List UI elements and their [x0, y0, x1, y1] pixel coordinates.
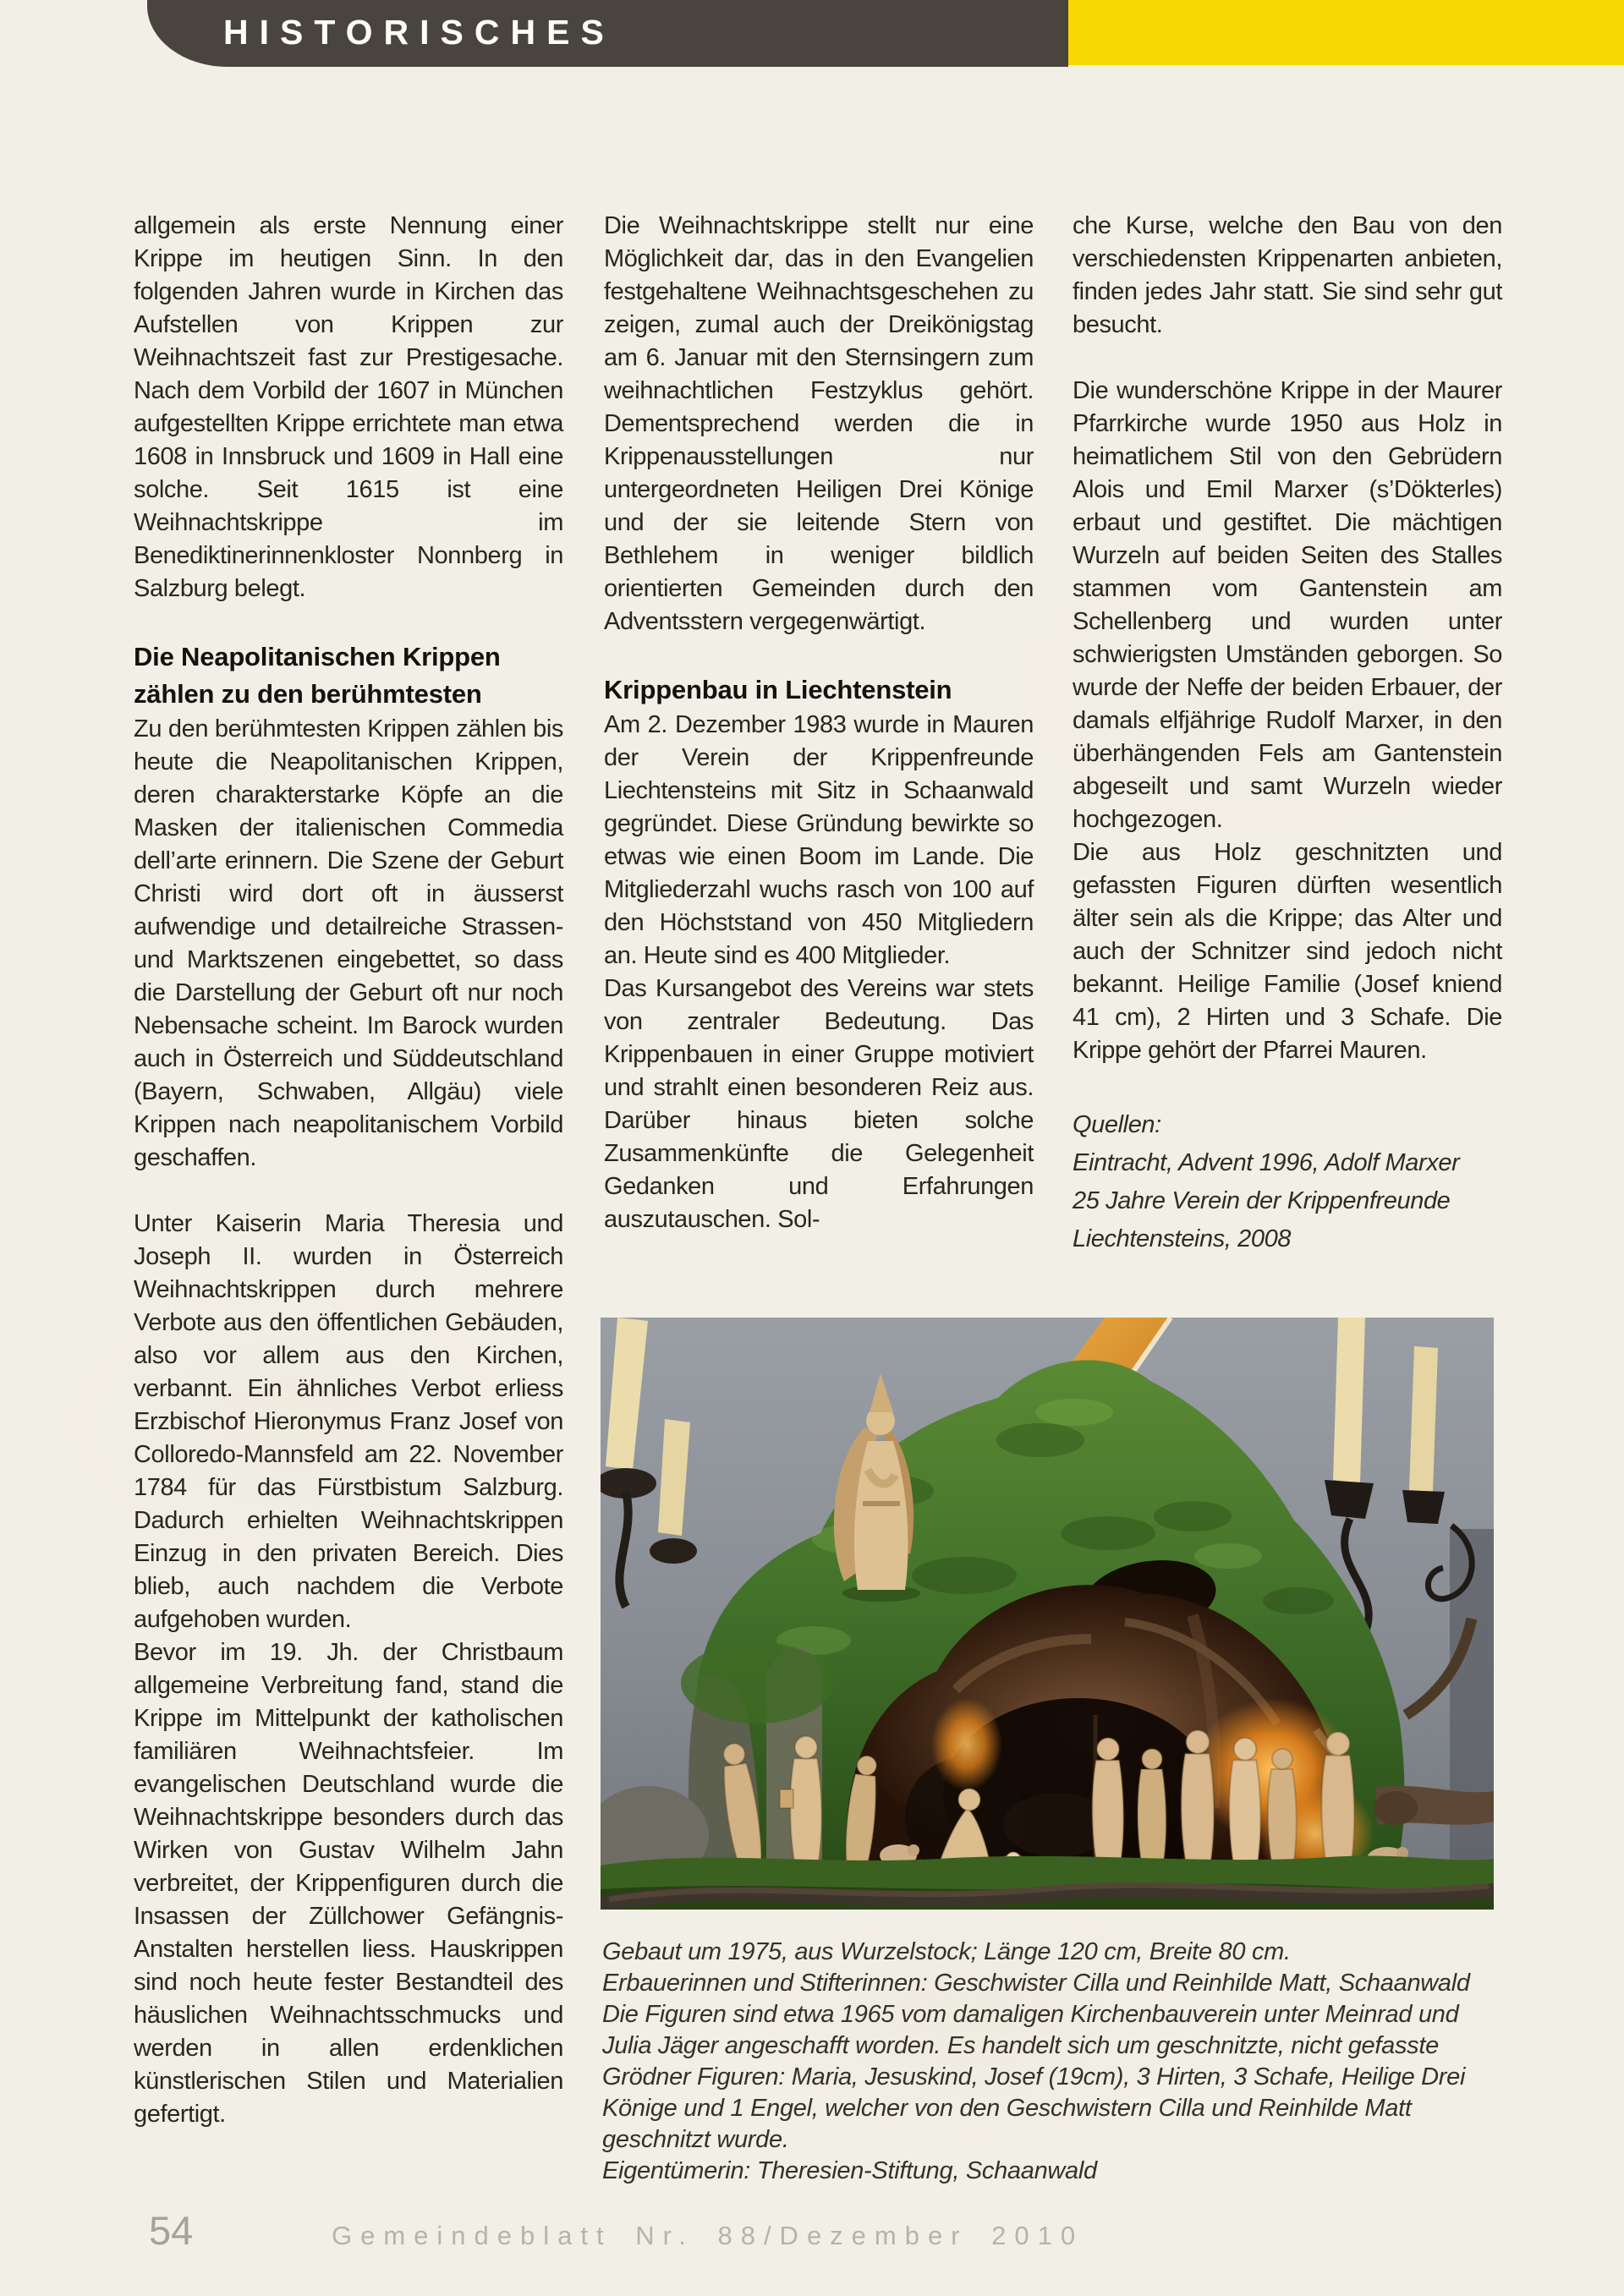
section-title: HISTORISCHES [223, 13, 615, 52]
sources-label: Quellen: [1073, 1111, 1161, 1138]
source-entry: Eintracht, Advent 1996, Adolf Marxer [1073, 1149, 1460, 1176]
lantern [780, 1789, 793, 1808]
paragraph: Unter Kaiserin Maria Theresia und Joseph II. wurden in Österreich Weihnachtskrippen durch mehrere Verbote aus den öffentlichen Gebäuden, also vor allem aus den Kirchen, verbannt. Ein ähnliches Verbot erliess Erzbischof Hieronymus Franz Josef von Colloredo-Mannsfeld am 22. November 1784 für das Fürstbistum Salzburg. Dadurch erhielten Weihnachtskrippen Einzug in den privaten Bereich. Dies blieb, auch nachdem die Verbote aufgehoben wurden. [134, 1210, 563, 1633]
paragraph: Am 2. Dezember 1983 wurde in Mauren der Verein der Krippenfreunde Liechtensteins mit Sitz in Schaanwald gegründet. Diese Gründung bewirkte so etwas wie einen Boom im Lande. Die Mitgliederzahl wuchs rasch von 100 auf den Höchststand von 450 Mitgliedern an. Heute sind es 400 Mitglieder. [604, 711, 1034, 969]
krippe-photo-graphic [601, 1318, 1494, 1910]
section-header-bar [147, 0, 1068, 67]
paragraph: Die aus Holz geschnitzten und gefassten Figuren dürften wesentlich älter sein als die Krippe; das Alter und auch der Schnitzer sind jedoch nicht bekannt. Heilige Familie (Josef kniend 41 cm), 2 Hirten und 3 Schafe. Die Krippe gehört der Pfarrei Mauren. [1073, 839, 1502, 1064]
paragraph: Das Kursangebot des Vereins war stets von zentraler Bedeutung. Das Krippenbauen in einer Gruppe motiviert und strahlt einen besonderen Reiz aus. Darüber hinaus bieten solche Zusammenkünfte die Gelegenheit Gedanken und Erfahrungen auszutauschen. Sol- [604, 975, 1034, 1233]
journal-title: Gemeindeblatt Nr. 88/Dezember 2010 [332, 2221, 1084, 2250]
subheading-krippenbau-liechtenstein [604, 671, 1034, 709]
column-3 [1073, 210, 1502, 1258]
subheading-neapolitanische-krippen [134, 638, 563, 713]
paragraph: Die wunderschöne Krippe in der Maurer Pfarrkirche wurde 1950 aus Holz in heimatlichem Stil von den Gebrüdern Alois und Emil Marxer (s’Dökterles) erbaut und gestiftet. Die mächtigen Wurzeln auf beiden Seiten des Stalles stammen vom Gantenstein am Schellenberg und wurden unter schwierigsten Umständen geborgen. So wurde der Neffe der beiden Erbauer, der damals elfjährige Rudolf Marxer, in den überhängenden Fels am Gantenstein abgeseilt und samt Wurzeln wieder hochgezogen. [1073, 377, 1502, 833]
background-shadow-right [1450, 1529, 1494, 1910]
subheading-line: Krippenbau in Liechtenstein [604, 675, 952, 704]
paragraph: Bevor im 19. Jh. der Christbaum allgemeine Verbreitung fand, stand die Krippe im Mittelpunkt der katholischen familiären Weihnachtsfeier. Im evangelischen Deutschland wurde die Weihnachtskrippe besonders durch das Wirken von Gustav Wilhelm Jahn verbreitet, der Krippenfiguren durch die Insassen der Züllchower Gefängnis-Anstalten herstellen liess. Hauskrippen sind noch heute fester Bestandteil des häuslichen Weihnachtsschmucks und werden in allen erdenklichen künstlerischen Stilen und Materialien gefertigt. [134, 1639, 563, 2128]
subheading-line: Die Neapolitanischen Krippen [134, 642, 501, 671]
column-1 [134, 210, 563, 2131]
mossy-base [601, 1855, 1494, 1910]
paragraph: allgemein als erste Nennung einer Krippe im heutigen Sinn. In den folgenden Jahren wurde in Kirchen das Aufstellen von Krippen zur Weihnachtszeit fast zur Prestigesache. Nach dem Vorbild der 1607 in München aufgestellten Krippe errichtete man etwa 1608 in Innsbruck und 1609 in Hall eine solche. Seit 1615 ist eine Weihnachtskrippe im Benediktinerinnenkloster Nonnberg in Salzburg belegt. [134, 212, 563, 602]
krippe-photo [601, 1318, 1494, 1910]
paragraph: Zu den berühmtesten Krippen zählen bis heute die Neapolitanischen Krippen, deren charakterstarke Köpfe an die Masken der italienischen Commedia dell’arte erinnern. Die Szene der Geburt Christi wird dort oft in äusserst aufwendige und detailreiche Strassen-und Marktszenen eingebettet, so dass die Darstellung der Geburt oft nur noch Nebensache scheint. Im Barock wurden auch in Österreich und Süddeutschland (Bayern, Schwaben, Allgäu) viele Krippen nach neapolitanischem Vorbild geschaffen. [134, 715, 563, 1171]
photo-caption [602, 1937, 1497, 2187]
caption-line: Die Figuren sind etwa 1965 vom damaligen Kirchenbauverein unter Meinrad und Julia Jäger angeschafft worden. Es handelt sich um geschnitzte, nicht gefasste Grödner Figuren: Maria, Jesuskind, Josef (19cm), 3 Hirten, 3 Schafe, Heilige Drei Könige und 1 Engel, welcher von den Geschwistern Cilla und Reinhilde Matt geschnitzt wurde. [602, 2001, 1466, 2153]
caption-line: Erbauerinnen und Stifterinnen: Geschwister Cilla und Reinhilde Matt, Schaanwald [602, 1970, 1470, 1997]
paragraph: Die Weihnachtskrippe stellt nur eine Möglichkeit dar, das in den Evangelien festgehaltene Weihnachtsgeschehen zu zeigen, zumal auch der Dreikönigstag am 6. Januar mit den Sternsingern zum weihnachtlichen Festzyklus gehört. Dementsprechend werden die in Krippenausstellungen nur untergeordneten Heiligen Drei Könige und der sie leitende Stern von Bethlehem in weniger bildlich orientierten Gemeinden durch den Adventsstern vergegenwärtigt. [604, 212, 1034, 635]
caption-line: Gebaut um 1975, aus Wurzelstock; Länge 120 cm, Breite 80 cm. [602, 1938, 1291, 1965]
subheading-line: zählen zu den berühmtesten [134, 679, 482, 709]
column-2 [604, 210, 1034, 1236]
paragraph: che Kurse, welche den Bau von den verschiedensten Krippenarten anbieten, finden jedes Jahr statt. Sie sind sehr gut besucht. [1073, 212, 1502, 338]
caption-line: Eigentümerin: Theresien-Stiftung, Schaanwald [602, 2157, 1097, 2184]
page-number: 54 [149, 2208, 194, 2253]
accent-bar [1068, 0, 1624, 65]
sources-block [1073, 1106, 1502, 1258]
source-entry: 25 Jahre Verein der Krippenfreunde Liechtensteins, 2008 [1073, 1187, 1451, 1252]
